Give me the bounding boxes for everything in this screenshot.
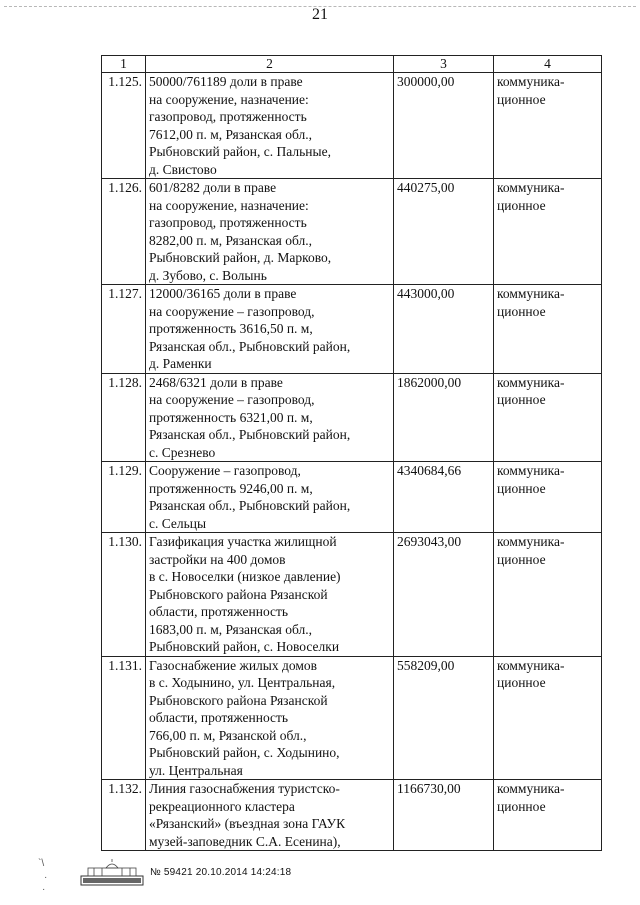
table-row [102, 462, 602, 533]
property-value: 4340684,66 [394, 462, 494, 533]
property-value: 440275,00 [394, 179, 494, 285]
document-stamp: № 59421 20.10.2014 14:24:18 [150, 866, 292, 878]
row-number: 1.128. [102, 373, 146, 462]
property-value: 1166730,00 [394, 780, 494, 851]
row-number: 1.127. [102, 285, 146, 374]
property-value: 300000,00 [394, 73, 494, 179]
row-number: 1.132. [102, 780, 146, 851]
column-header: 1 [102, 56, 146, 73]
page-number: 21 [312, 6, 328, 23]
margin-mark: · [42, 884, 46, 895]
property-kind: коммуника- ционное [494, 285, 602, 374]
property-description: 2468/6321 доли в праве на сооружение – газопровод, протяженность 6321,00 п. м, Рязанская обл., Рыбновский район, с. Срезнево [146, 373, 394, 462]
margin-mark: · [44, 872, 48, 883]
property-description: Сооружение – газопровод, протяженность 9246,00 п. м, Рязанская обл., Рыбновский район, с. Сельцы [146, 462, 394, 533]
property-description: 601/8282 доли в праве на сооружение, назначение: газопровод, протяженность 8282,00 п. м, Рязанская обл., Рыбновский район, д. Марково, д. Зубово, с. Волынь [146, 179, 394, 285]
property-description: Газификация участка жилищной застройки на 400 домов в с. Новоселки (низкое давление) Рыбновского района Рязанской области, протяженность 1683,00 п. м, Рязанская обл., Рыбновский район, с. Новоселки [146, 533, 394, 657]
table-row [102, 533, 602, 657]
column-header: 2 [146, 56, 394, 73]
property-table [101, 55, 602, 851]
column-header: 4 [494, 56, 602, 73]
footer [80, 857, 291, 887]
property-description: 50000/761189 доли в праве на сооружение, назначение: газопровод, протяженность 7612,00 п. м, Рязанская обл., Рыбновский район, с. Пальные, д. Свистово [146, 73, 394, 179]
table-row [102, 285, 602, 374]
table-row [102, 780, 602, 851]
property-kind: коммуника- ционное [494, 462, 602, 533]
column-header: 3 [394, 56, 494, 73]
table-row [102, 179, 602, 285]
property-kind: коммуника- ционное [494, 73, 602, 179]
property-kind: коммуника- ционное [494, 533, 602, 657]
table-row [102, 373, 602, 462]
property-description: Газоснабжение жилых домов в с. Ходынино, ул. Центральная, Рыбновского района Рязанской области, протяженность 766,00 п. м, Рязанской обл., Рыбновский район, с. Ходынино, ул. Центральная [146, 656, 394, 780]
property-kind: коммуника- ционное [494, 656, 602, 780]
row-number: 1.129. [102, 462, 146, 533]
header-row [102, 56, 602, 73]
government-building-icon [80, 858, 144, 886]
property-kind: коммуника- ционное [494, 179, 602, 285]
property-value: 2693043,00 [394, 533, 494, 657]
row-number: 1.131. [102, 656, 146, 780]
table-row [102, 656, 602, 780]
property-kind: коммуника- ционное [494, 780, 602, 851]
table-row [102, 73, 602, 179]
property-description: 12000/36165 доли в праве на сооружение – газопровод, протяженность 3616,50 п. м, Рязанская обл., Рыбновский район, д. Раменки [146, 285, 394, 374]
property-kind: коммуника- ционное [494, 373, 602, 462]
row-number: 1.126. [102, 179, 146, 285]
property-description: Линия газоснабжения туристско- рекреационного кластера «Рязанский» (въездная зона ГАУК музей-заповедник С.А. Есенина), [146, 780, 394, 851]
property-value: 558209,00 [394, 656, 494, 780]
property-value: 443000,00 [394, 285, 494, 374]
margin-mark: `\ [38, 858, 45, 869]
property-value: 1862000,00 [394, 373, 494, 462]
row-number: 1.130. [102, 533, 146, 657]
row-number: 1.125. [102, 73, 146, 179]
